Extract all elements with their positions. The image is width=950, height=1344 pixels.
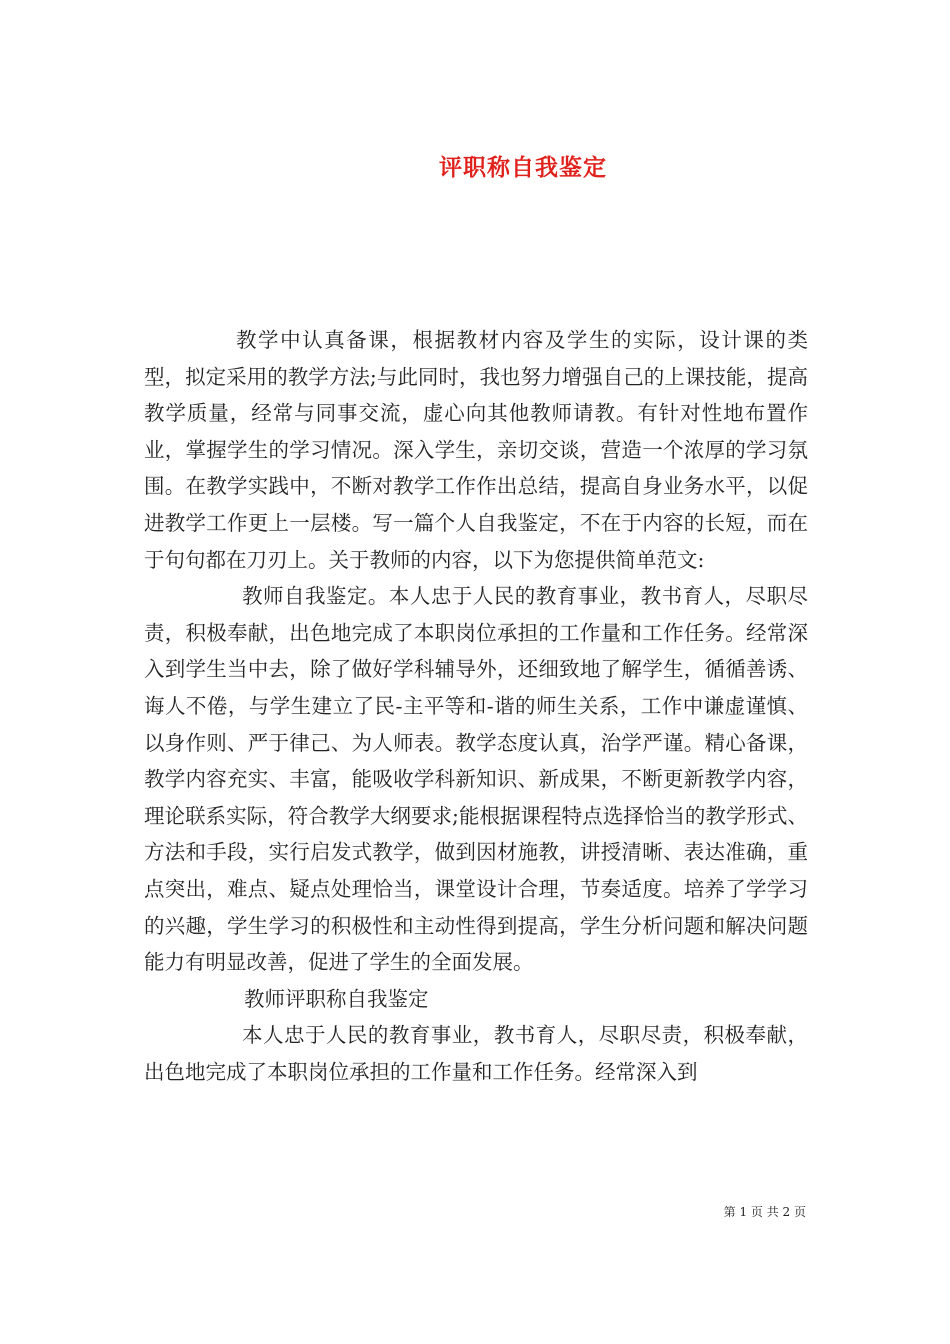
body-paragraph: 教师自我鉴定。本人忠于人民的教育事业，教书育人，尽职尽责，积极奉献，出色地完成了本职岗位承担的工作量和工作任务。经常深入到学生当中去，除了做好学科辅导外，还细致地了解学生，循循善诱、诲人不倦，与学生建立了民-主平等和-谐的师生关系，工作中谦虚谨慎、以身作则、严于律己、为人师表。教学态度认真，治学严谨。精心备课，教学内容充实、丰富，能吸收学科新知识、新成果，不断更新教学内容，理论联系实际，符合教学大纲要求;能根据课程特点选择恰当的教学形式、方法和手段，实行启发式教学，做到因材施教，讲授清晰、表达准确，重点突出，难点、疑点处理恰当，课堂设计合理，节奏适度。培养了学学习的兴趣，学生学习的积极性和主动性得到提高，学生分析问题和解决问题能力有明显改善，促进了学生的全面发展。 (144, 584, 808, 975)
page-number: 第 1 页 共 2 页 (723, 1205, 806, 1219)
document-body (144, 322, 808, 1090)
body-paragraph: 教学中认真备课，根据教材内容及学生的实际，设计课的类型，拟定采用的教学方法;与此同时，我也努力增强自己的上课技能，提高教学质量，经常与同事交流，虚心向其他教师请教。有针对性地布置作业，掌握学生的学习情况。深入学生，亲切交谈，营造一个浓厚的学习氛围。在教学实践中，不断对教学工作作出总结，提高自身业务水平，以促进教学工作更上一层楼。写一篇个人自我鉴定，不在于内容的长短，而在于句句都在刀刃上。关于教师的内容，以下为您提供简单范文: (144, 328, 808, 572)
document-title: 评职称自我鉴定 (439, 154, 607, 182)
section-heading: 教师评职称自我鉴定 (244, 986, 429, 1011)
body-paragraph: 本人忠于人民的教育事业，教书育人，尽职尽责，积极奉献，出色地完成了本职岗位承担的工作量和工作任务。经常深入到 (144, 1023, 808, 1084)
